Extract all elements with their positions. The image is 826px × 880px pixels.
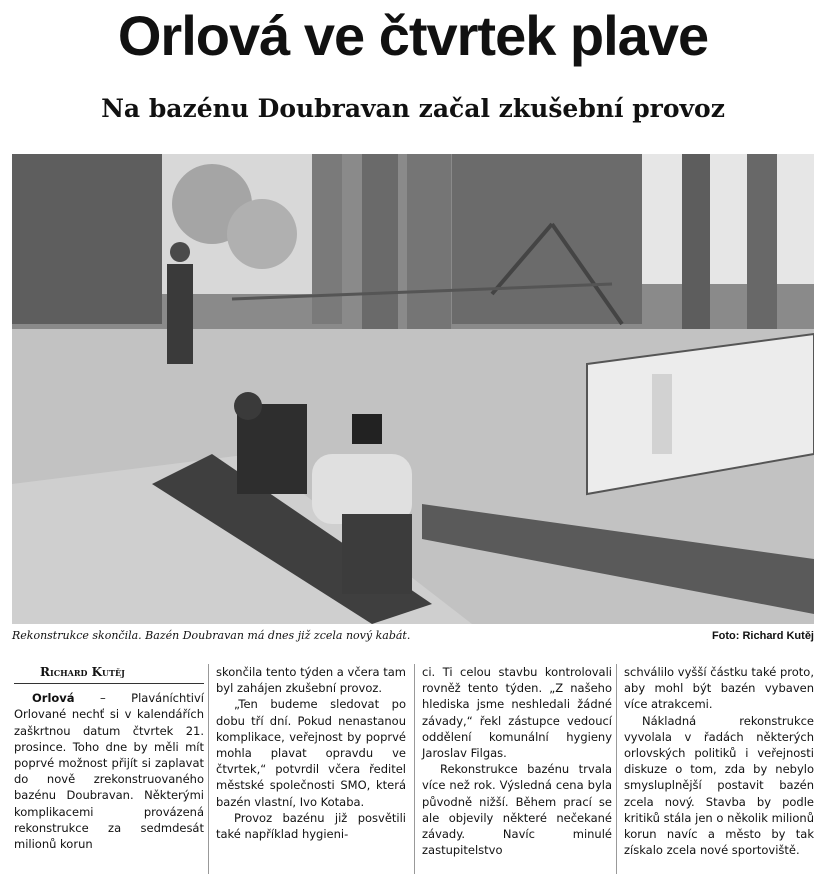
- construction-photo-illustration: [12, 154, 814, 624]
- column-2: [216, 664, 406, 842]
- photo-credit: Foto: Richard Kutěj: [711, 630, 814, 642]
- paragraph-3: Provoz bazénu již posvětili také například hygieni-: [216, 810, 406, 842]
- headline: Orlová ve čtvrtek plave: [117, 4, 709, 67]
- column-4: [624, 664, 814, 858]
- paragraph-2: „Ten budeme sledovat po dobu tří dní. Pokud nenastanou komplikace, veřejnost by poprvé mohla plavat opravdu ve čtvrtek,“ potvrdil včera ředitel městské společnosti SMO, která bazén vlastní, Ivo Kotaba.: [216, 697, 406, 809]
- byline: Richard Kutěj: [14, 664, 204, 684]
- dateline: Orlová: [32, 691, 75, 706]
- article-photo: [12, 154, 814, 624]
- paragraph-1: Orlová – Plaváníchtiví Orlované nechť si v kalendářích zaškrtnou datum čtvrtek 21. prosince. Toho dne by měli mít poprvé možnost přijít si zaplavat do nově zrekonstruovaného bazénu Doubravan. Některými komplikacemi provázená rekonstrukce za sedmdesát milionů korun: [14, 691, 204, 852]
- paragraph-1-cont: skončila tento týden a včera tam byl zahájen zkušební provoz.: [216, 665, 406, 696]
- paragraph-3-cont: ci. Ti celou stavbu kontrolovali rovněž tento týden. „Z našeho hlediska jsme neshledali žádné závady,“ řekl zástupce vedoucí oddělení komunální hygieny Jaroslav Filgas.: [422, 665, 612, 761]
- paragraph-4-cont: schválilo vyšší částku také proto, aby mohl být bazén vybaven více atrakcemi.: [624, 665, 814, 712]
- column-rule: [414, 664, 415, 874]
- paragraph-5: Nákladná rekonstrukce vyvolala v řadách některých orlovských politiků i veřejnosti diskuze o tom, zda by nebylo smysluplnější postavit bazén zcela nový. Stavba by podle kritiků stála jen o několik milionů korun navíc a město by tak získalo zcela nové sportoviště.: [624, 713, 814, 858]
- column-3: [422, 664, 612, 858]
- photo-caption: Rekonstrukce skončila. Bazén Doubravan má dnes již zcela nový kabát.: [12, 629, 411, 642]
- subheadline: Na bazénu Doubravan začal zkušební provoz: [101, 94, 725, 123]
- column-rule: [616, 664, 617, 874]
- photo-caption-row: [12, 628, 814, 646]
- column-1: [14, 664, 204, 852]
- paragraph-4: Rekonstrukce bazénu trvala více než rok. Výsledná cena byla původně nižší. Během prací se ale objevily některé nečekané závady. Navíc minulé zastupitelstvo: [422, 762, 612, 858]
- column-rule: [208, 664, 209, 874]
